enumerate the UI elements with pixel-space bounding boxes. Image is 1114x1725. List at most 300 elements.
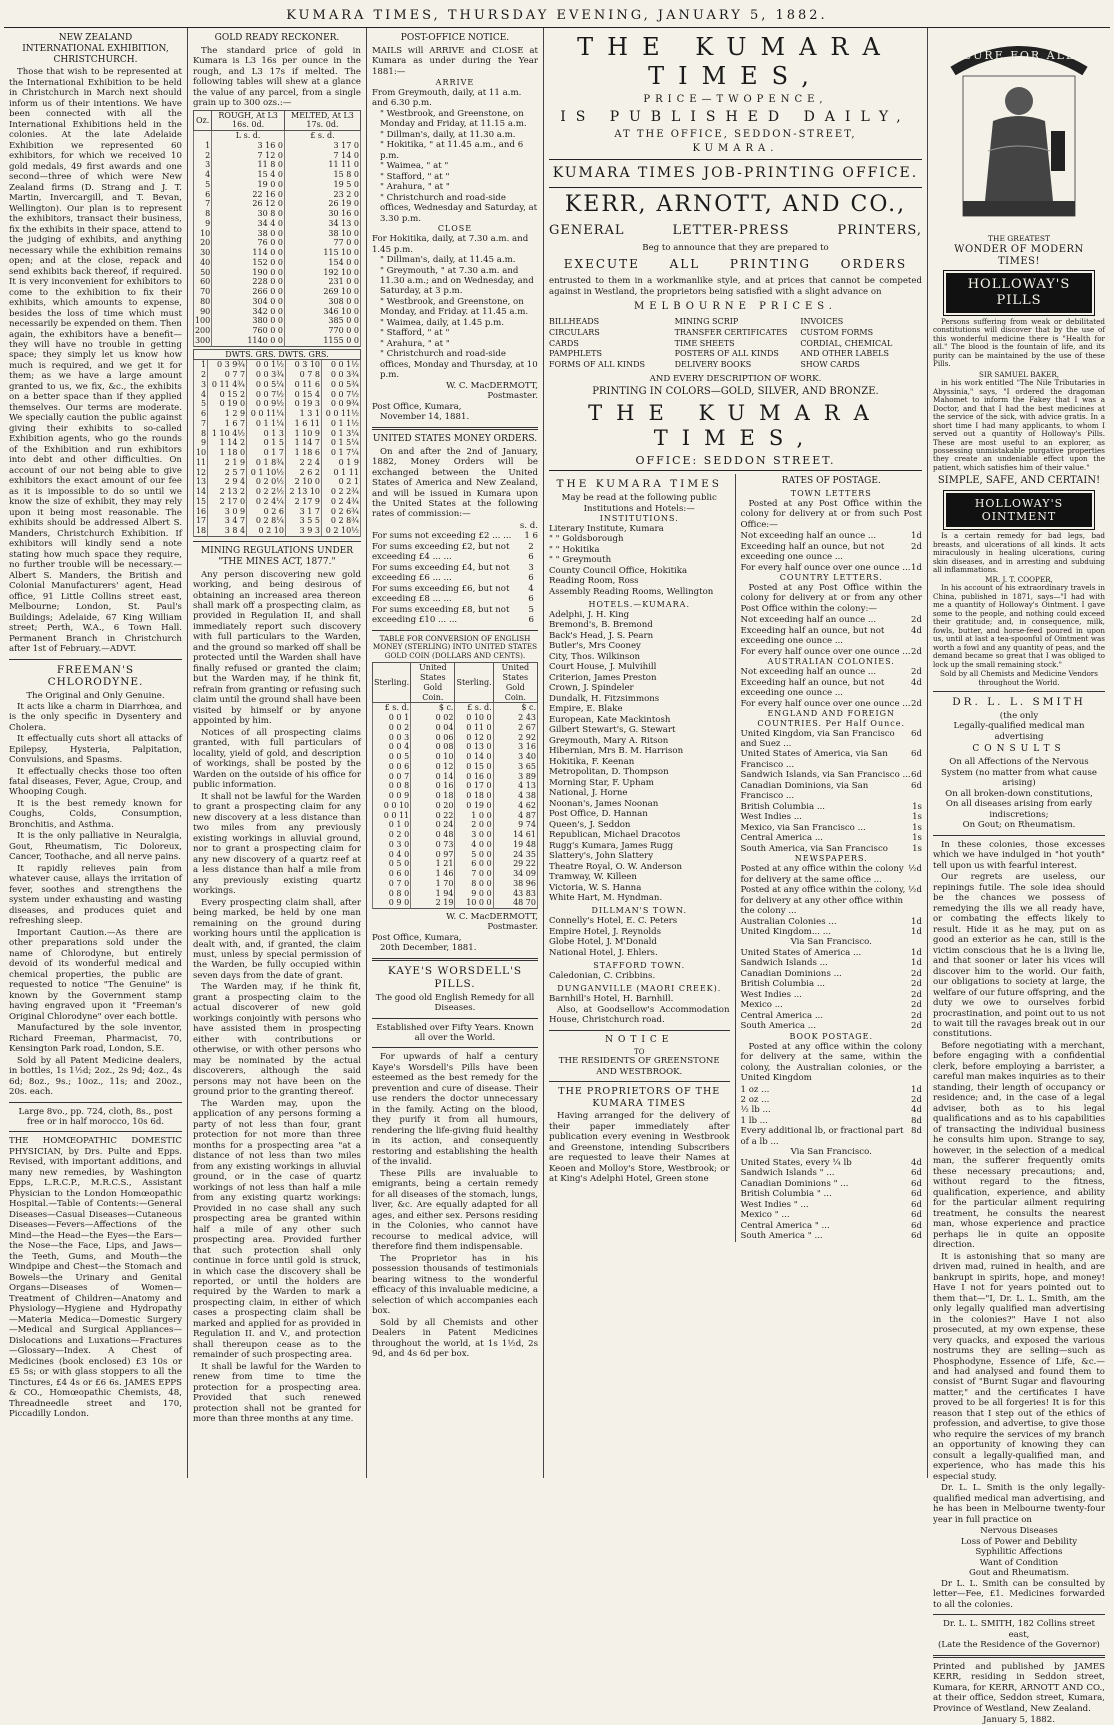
table-cell: 0 0 3 (372, 733, 410, 743)
freeman-paragraph: Important Caution.—As there are other preparations sold under the name of Chlorodyne, but entirely devoid of its wonderful medical and chemical properties, the public are requested to notice "The Genuine" is known by the Government stamp having engraved upon it "Freeman's Original Chlorodyne" over each bottle. (9, 927, 182, 1022)
table-row (372, 801, 537, 811)
table-cell: 5 0 0 (455, 850, 493, 860)
us-coin-header: United States Gold Coin. (493, 663, 537, 703)
table-cell: 30 16 0 (284, 209, 360, 219)
table-cell: 1 46 (411, 869, 455, 879)
table-row (372, 742, 537, 752)
office-line: AT THE OFFICE, SEDDON-STREET, (614, 128, 857, 140)
rate-row (741, 1158, 922, 1168)
mining-paragraph: It shall be lawful for the Warden to renew from time to time the protection for a prospecting area. Provided that such renewed protection shall not be granted for more than three months at any time. (192, 1361, 361, 1425)
town-rates (741, 531, 922, 573)
column-4-5 (544, 28, 928, 1478)
table-cell: 3 0 9 (208, 507, 247, 517)
proprietors-heading: THE PROPRIETORS OF THE KUMARA TIMES (558, 1086, 721, 1109)
rate-label: For sums exceeding £2, but not exceeding £4 ... ... (371, 541, 510, 563)
table-cell: 12 (193, 468, 207, 478)
kumara-line: KUMARA. (692, 142, 779, 154)
table-cell: 3 16 0 (212, 141, 285, 151)
job-printing-heading: KUMARA TIMES JOB-PRINTING OFFICE. (549, 159, 922, 188)
rate-row (741, 864, 922, 885)
table-cell: 0 1 1¼ (247, 419, 286, 429)
rate-row (741, 812, 922, 822)
divider (372, 958, 538, 961)
table-cell: 0 18 (411, 791, 455, 801)
service-item: CUSTOM FORMS (800, 327, 874, 337)
rate-row (741, 1021, 922, 1031)
table-cell: 760 0 0 (212, 326, 285, 336)
rate-value: 6d (911, 1199, 922, 1210)
table-cell: 0 7 0 (372, 879, 410, 889)
rate-value: 1s (912, 812, 922, 823)
smith-paragraph: Our regrets are useless, our repinings futile. The sole idea should be the chances we possess of remedying the ills we all ready have, or combating the effects likely to result. Hide it as he may, put on as good an exterior as he can, still is the victim conscious that he is a living lie, and that sooner or later his vices will discover him to the world. Our faith, our obligations to society at large, the welfare of our future offspring, and the duty we owe to ourselves forbid procrastination, and point out to us not to wait till the ravages break out in our constitutions. (932, 872, 1105, 1040)
table-cell: 0 0 5 (372, 752, 410, 762)
rate-value: 3 6 (528, 562, 534, 584)
table-cell: 1 10 9 (285, 429, 321, 439)
table-cell: 3 4 7 (208, 516, 247, 526)
table-cell: 0 0 6 (372, 762, 410, 772)
table-cell: 0 73 (411, 840, 455, 850)
eng-label: ENGLAND AND FOREIGN COUNTRIES. Per Half Ounce. (757, 709, 906, 728)
table-row (193, 180, 360, 190)
list-item: European, Kate Mackintosh (548, 714, 671, 725)
list-item: Dundalk, H. Fitzsimmons (548, 693, 660, 704)
rate-value: 1d (911, 531, 922, 542)
service-item: TIME SHEETS (674, 338, 735, 348)
table-row (193, 268, 360, 278)
rate-row (741, 1200, 922, 1210)
rate-label: Not exceeding half an ounce ... (740, 667, 877, 678)
table-cell: 0 0 7½ (322, 390, 361, 400)
rate-value: 1 6 (524, 531, 538, 542)
list-item: City, Thos. Wilkinson (548, 651, 641, 662)
po-notice-heading: POST-OFFICE NOTICE. (400, 33, 510, 43)
table-cell: 38 96 (493, 879, 537, 889)
table-cell: 0 2 2¾ (322, 487, 361, 497)
mining-paragraph: Every prospecting claim shall, after being marked, be held by one man remaining on the ground during working hours until the application is dealt with, and, if granted, the claim must, unless by special permission of the Warden, be fully occupied within seven days from the date of grant. (192, 897, 361, 981)
table-row (372, 889, 537, 899)
halves (549, 474, 922, 1242)
table-row (372, 772, 537, 782)
book-label: BOOK POSTAGE. (789, 1031, 874, 1041)
rate-row (741, 1000, 922, 1010)
table-cell: 0 10 (411, 752, 455, 762)
table-row (193, 277, 360, 287)
rate-row (741, 833, 922, 843)
rate-row (741, 958, 922, 968)
table-cell: 0 1 5 (247, 438, 286, 448)
table-cell: 1 70 (411, 879, 455, 889)
table-cell: 228 0 0 (212, 277, 285, 287)
rate-value: 1s (912, 843, 922, 854)
list-item: Tramway, W. Killeen (548, 872, 637, 883)
table-row (193, 468, 360, 478)
rate-label: West Indies ... (740, 812, 802, 823)
reading-column (549, 474, 736, 1242)
table-cell: 0 04 (411, 723, 455, 733)
rate-row (741, 667, 922, 677)
table-cell: 1 14 2 (208, 438, 247, 448)
rate-row (741, 844, 922, 854)
rate-label: British Columbia ... (740, 979, 826, 990)
table-cell: 2 0 0 (455, 820, 493, 830)
table-cell: 34 13 0 (284, 219, 360, 229)
homeo-pre: Large 8vo., pp. 724, cloth, 8s., post free or in half morocco, 10s 6d. (18, 1106, 173, 1127)
table-cell: 9 (193, 438, 207, 448)
table-cell: 3 5 5 (285, 516, 321, 526)
divider (9, 659, 182, 660)
read-sub: May be read at the following public Institutions and Hotels:— (561, 493, 717, 514)
table-cell: 7 12 0 (212, 151, 285, 161)
rate-label: Central America ... (740, 1010, 824, 1021)
rate-label: Sandwich Islands ... (740, 958, 828, 969)
sf2-label: Via San Francisco. (790, 1147, 872, 1158)
nz-exhibition-body: Those that wish to be represented at the International Exhibition to be held in Christchurch in March next should inform us of their intentions. We have been connected with all the International Exhibitions held in the colonies. At the late Adelaide Exhibition we represented 60 exhibitors, for which we received 10 gold medals, 49 first awards and one second—three of which were New Zealand firms (D. Strang and J. T. Martin, Invercargill, and T. Bevan, Wellington). Our plan is to represent the exhibitors, transact their business, fix the exhibits in their space, attend to the judging of exhibits, and anything necessary while the exhibition remains open; and at the close, repack and send exhibits back thereof, if required. It is very inconvenient for exhibitors to come to the exhibition to fix their exhibits, which amounts to expense, besides the loss of time which must necessarily be expended on them. Then again, the exhibitors have a benefit—they will have no trouble in getting space; they simply let us know how much is required, and we get it for them; as we have a large amount granted to us, we fix, &c., the exhibits on a better space than if they applied themselves. Our terms are moderate. We specially caution the public against giving their exhibits to so-called Exhibition agents, who go the rounds of the Exhibition and run exhibitors into debt and other difficulties. On account of our not being able to give exhibitors the exact amount of our fee as it is impossible to do so until we know the size of exhibit, they may rely upon it being most reasonable. The exhibits should be addressed Albert S. Manders, Christchurch Exhibition. If exhibitors will kindly send a note stating how much space they require, no further trouble will be necessary.—Albert S. Manders, the British and Colonial Manufacturers' agent, Head office, 91 Little Collins street east, Melbourne; London, St. Paul's Buildings; Adelaide, 67 King William street; Perth, W.A., 6 Town Hall. Permanent Branch in Christchurch after 1st of February.—ADVT. (9, 67, 182, 655)
rate-value: 2d (911, 1000, 922, 1011)
close-label: CLOSE (437, 224, 473, 234)
table-cell: 0 0 5¾ (322, 380, 361, 390)
rate-value: 6d (911, 1231, 922, 1242)
rate-value: 4d (911, 677, 922, 688)
table-cell: 1 6 11 (285, 419, 321, 429)
table-cell: 15 4 0 (212, 170, 285, 180)
table-cell: 80 (193, 297, 211, 307)
rate-row (741, 626, 922, 647)
table-cell: 24 35 (493, 850, 537, 860)
general-printers-line: GENERAL LETTER-PRESS PRINTERS, (548, 223, 922, 239)
service-item: MINING SCRIP (674, 317, 739, 327)
smith-paragraph: Before negotiating with a merchant, before engaging with a confidential clerk, before employing a barrister, a careful man makes inquiries as to their standing, their length of occupancy or residence; and, in the case of a legal adviser, both as to his legal qualifications and as to his capabilities of transacting the individual business he consults him upon. Strange to say, however, in the selection of a medical man, the sufferer frequently omits these necessary precautions; and, without regard to the fitness, qualification, experience, and ability for the particular ailment requiring treatment, he consults the nearest man, whose experience and practice perhaps lie in quite an opposite direction. (932, 1040, 1105, 1251)
town-intro: Posted at any Post Office within the colony for delivery at or from such Post Office:— (740, 498, 922, 530)
table-cell: 3 1 7 (285, 507, 321, 517)
table-row (372, 713, 537, 723)
table-cell: 23 2 0 (284, 190, 360, 200)
every-description: AND EVERY DESCRIPTION OF WORK. (649, 373, 822, 384)
table-cell: 1 18 0 (208, 448, 247, 458)
table-cell: 0 15 0 (455, 762, 493, 772)
rate-label: For sums exceeding £6, but not exceeding £8 ... ... (371, 583, 510, 605)
us-intro: On and after the 2nd of January, 1882, Money Orders will be exchanged between the United States of America and New Zealand, and will be issued in Kumara upon the United States at the following rates of commission:— (371, 446, 538, 520)
list-item: Hokitika, F. Keenan (548, 756, 635, 767)
notice-to: TO (634, 1047, 645, 1056)
po-signature-title: Postmaster. (487, 391, 538, 402)
smith-c3: On all diseases arising from early indiscretions; (945, 799, 1093, 820)
table-cell: 0 13 0 (455, 742, 493, 752)
po-intro: MAILS will ARRIVE and CLOSE at Kumara as under during the Year 1881:— (371, 45, 538, 77)
unit-label: £ s. d. (455, 703, 493, 713)
table-row (193, 307, 360, 317)
reckoner-intro: The standard price of gold in Kumara is L3 16s per ounce in the rough, and L3 17s if melted. The following tables will shew at a glance the value of any parcel, from a single grain up to 300 ozs.:— (192, 45, 361, 109)
list-item: " Westbrook, and Greenstone, on Monday, and Friday. at 11.45 a.m. (379, 296, 529, 318)
oz-header: Oz. (193, 110, 211, 131)
rate-value: 1d (911, 926, 922, 937)
list-item: Reading Room, Ross (548, 576, 639, 587)
service-item: DELIVERY BOOKS (674, 360, 752, 370)
table-cell: 0 16 0 (455, 772, 493, 782)
table-cell: 8 0 0 (455, 879, 493, 889)
table-cell: 2 19 (411, 898, 455, 908)
sf-rates (741, 948, 922, 1032)
table-cell: 1 94 (411, 889, 455, 899)
melted-units: £ s. d. (284, 131, 360, 141)
table-cell: 342 0 0 (212, 307, 285, 317)
smith-heading: DR. L. L. SMITH (952, 696, 1086, 709)
notice-heading: NOTICE (605, 1034, 674, 1045)
table-cell: 0 24 (411, 820, 455, 830)
rate-value: 2d (911, 968, 922, 979)
table-cell: 0 1 5¼ (322, 438, 361, 448)
table-cell: 100 (194, 316, 211, 326)
dung-label: DUNGANVILLE (MAORI CREEK). (557, 984, 722, 994)
table-cell: 0 1 9 (322, 458, 361, 468)
table-row (372, 811, 537, 821)
table-cell: 300 (194, 335, 211, 345)
table-cell: 4 38 (493, 791, 537, 801)
table-cell: 2 (193, 151, 211, 161)
rough-header: ROUGH, At L3 16s. 0d. (212, 110, 285, 131)
cooper-name: MR. J. T. COOPER, (985, 574, 1053, 584)
conversion-heading: TABLE FOR CONVERSION OF ENGLISH MONEY (STERLING) INTO UNITED STATES GOLD COIN (DOLLARS AND CENTS). (372, 633, 538, 660)
list-item: Metropolitan, D. Thompson (548, 767, 669, 778)
paper-title: THE KUMARA TIMES, (577, 33, 894, 91)
smith-list (933, 1526, 1105, 1578)
table-cell: 60 (193, 277, 211, 287)
table-cell: 1155 0 0 (284, 336, 360, 346)
list-item: " " Hokitika (548, 544, 600, 555)
rate-value: 1d (911, 1084, 922, 1095)
table-row (193, 229, 360, 239)
rate-label: 1 oz ... (740, 1084, 770, 1095)
table-row (193, 326, 360, 336)
table-cell: 3 65 (493, 762, 537, 772)
table-row (193, 209, 360, 219)
us-sd-label: s. d. (519, 520, 538, 531)
table-cell: 0 0 11¼ (247, 409, 286, 419)
rate-label: 2 oz ... (740, 1095, 770, 1105)
smith-only: (the only (999, 710, 1039, 721)
table-cell: 0 4 0 (372, 850, 410, 860)
rate-label: For sums exceeding £8, but not exceeding £10 ... ... (371, 604, 510, 626)
rate-label: Australian Colonies ... (740, 916, 837, 927)
table-cell: 3 8 4 (208, 526, 247, 536)
table-cell: 20 (193, 238, 211, 248)
rate-value: 6d (911, 749, 922, 760)
service-item: SHOW CARDS (800, 360, 860, 370)
table-cell: 0 15 4 (285, 390, 321, 400)
freeman-heading: FREEMAN'S CHLORODYNE. (47, 663, 144, 689)
divider (372, 1047, 538, 1048)
table-cell: 3 9 3 (285, 526, 321, 536)
rate-row (741, 542, 922, 563)
table-row (193, 487, 360, 497)
rate-label: Posted at any office within the colony for delivery at the same office ... (740, 864, 904, 885)
smith-address-2: (Late the Residence of the Governor) (938, 1640, 1100, 1651)
table-row (193, 458, 360, 468)
columns (4, 28, 1110, 1725)
dillman-label: DILLMAN'S TOWN. (591, 906, 688, 916)
smith-paragraph: In these colonies, those excesses which we have indulged in "hot youth" tell upon us with fearful interest. (932, 839, 1105, 871)
table-cell: 2 13 2 (208, 487, 247, 497)
table-cell: 1140 0 0 (212, 336, 285, 346)
table-cell: 0 14 0 (455, 752, 493, 762)
sf-label: Via San Francisco. (790, 937, 872, 948)
table-cell: 30 (193, 248, 211, 258)
stafford-item: Caledonian, C. Cribbins. (548, 970, 656, 981)
table-cell: 0 0 7½ (247, 390, 286, 400)
wonder: WONDER OF MODERN TIMES! (954, 243, 1084, 267)
us-signature-title: Postmaster. (487, 922, 538, 933)
rate-value: 2d (911, 989, 922, 1000)
rate-value: 2d (911, 1021, 922, 1032)
notice-and: AND WESTBROOK. (596, 1066, 683, 1077)
unit-label: $ c. (493, 703, 537, 713)
reckoner-dwt-table (193, 349, 361, 537)
rate-label: British Columbia " ... (740, 1189, 832, 1200)
table-cell: 4 62 (493, 801, 537, 811)
table-cell: 43 83 (493, 889, 537, 899)
table-cell: 3 (193, 160, 211, 170)
masthead: KUMARA TIMES, THURSDAY EVENING, JANUARY 5, 1882. (4, 6, 1110, 28)
rate-label: Canadian Dominions " ... (740, 1178, 849, 1189)
po-place: Post Office, Kumara, (371, 401, 462, 412)
kaye-sub: The good old English Remedy for all Diseases. (375, 992, 535, 1014)
list-item: Theatre Royal, O. W. Anderson (548, 861, 683, 872)
table-cell: 0 19 3 (285, 399, 321, 409)
rate-row (741, 1189, 922, 1199)
hotels-label: HOTELS.—KUMARA. (588, 600, 690, 610)
po-date: November 14, 1881. (379, 412, 470, 423)
table-cell: 40 (193, 258, 211, 268)
list-item (372, 605, 538, 626)
rate-label: Exceeding half an ounce, but not exceeding one ounce ... (740, 677, 885, 699)
rate-label: United States of America ... (740, 947, 862, 958)
table-cell: 0 2 0½ (247, 477, 286, 487)
table-row (372, 840, 537, 850)
list-item: Slattery's, John Slattery (548, 851, 654, 862)
table-cell: 308 0 0 (284, 297, 360, 307)
table-row (193, 199, 360, 209)
list-item (372, 584, 538, 605)
table-cell: 1 6 7 (208, 419, 247, 429)
list-item: Crown, J. Spindeler (548, 683, 634, 694)
freeman-paragraph: It is the best remedy known for Coughs, Colds, Consumption, Bronchitis, and Asthma. (9, 798, 182, 830)
list-item: White Hart, M. Hyndman. (548, 892, 663, 903)
table-cell: 38 0 0 (212, 229, 285, 239)
list-item: Noonan's, James Noonan (548, 798, 659, 809)
table-cell: 15 (193, 497, 207, 507)
table-cell: 15 8 0 (284, 170, 360, 180)
cooper-text: In his account of his extraordinary travels in China, published in 1871, says—"I had with me a quantity of Holloway's Ointment. I gave some to the people, and nothing could exceed their gratitude; and, in consequence, milk, fowls, butter, and horse-feed poured in upon us, until at last a tea-spoonful of Ointment was worth a fowl and any quantity of peas, and the demand became so great that I was obliged to lock up the small remaining stock." (932, 583, 1105, 669)
rate-value: 2d (911, 541, 922, 552)
table-cell: 0 22 (411, 811, 455, 821)
table-row (372, 733, 537, 743)
table-cell: 7 14 0 (284, 151, 360, 161)
dwt-table-body (193, 360, 360, 537)
table-cell: 0 0 7 (372, 772, 410, 782)
sold-text: Sold by all Chemists and Medicine Vendors throughout the World. (940, 669, 1098, 687)
table-cell: 0 0 4 (372, 742, 410, 752)
table-cell: 1 21 (411, 859, 455, 869)
country-rates (741, 615, 922, 657)
service-item: AND OTHER LABELS (800, 349, 889, 359)
institutions-list (549, 524, 730, 597)
arrive-list (372, 88, 538, 224)
table-cell: 8 (193, 209, 211, 219)
table-cell: 1 18 6 (285, 448, 321, 458)
freeman-subheading: The Original and Only Genuine. (26, 691, 165, 702)
table-cell: 1 3 1 (285, 409, 321, 419)
hotels-list (549, 610, 730, 904)
service-item: PAMPHLETS (548, 349, 602, 359)
table-row (193, 219, 360, 229)
table-cell: 0 11 0 (455, 723, 493, 733)
table-row (372, 791, 537, 801)
country-intro: Posted at any Post Office within the colony for delivery at or from any other Post Office within the colony:— (740, 582, 922, 614)
table-row (372, 830, 537, 840)
nz-exhibition-heading: NEW ZEALAND INTERNATIONAL EXHIBITION, CHRISTCHURCH. (22, 33, 169, 65)
list-item: For Hokitika, daily, at 7.30 a.m. and 1.45 p.m. (371, 234, 529, 255)
rate-label: West Indies " ... (740, 1199, 809, 1210)
rate-label: Canadian Dominions ... (740, 968, 842, 979)
rate-label: 1 lb ... (740, 1115, 768, 1126)
rate-label: South America ... (740, 1021, 816, 1032)
table-cell: 0 2 1 (322, 477, 361, 487)
footer-date: January 5, 1882. (982, 1715, 1055, 1725)
news-label: NEWSPAPERS. (794, 854, 868, 864)
rate-row (741, 699, 922, 709)
list-item: " " Greymouth (548, 555, 612, 566)
table-cell: 0 0 9¾ (322, 399, 361, 409)
rate-row (741, 729, 922, 750)
rate-label: West Indies ... (740, 989, 802, 1000)
table-row (193, 141, 360, 151)
table-cell: 0 6 0 (372, 869, 410, 879)
table-cell: 10 (193, 229, 211, 239)
list-item: Loss of Power and Debility (960, 1536, 1078, 1547)
rate-label: For sums exceeding £4, but not exceeding £6 ... ... (371, 562, 510, 584)
table-cell: 0 2 6¾ (322, 507, 361, 517)
table-cell: 90 (193, 307, 211, 317)
rate-value: 1s (912, 822, 922, 833)
list-item: " Waimea, " at " (379, 161, 449, 172)
rate-row (741, 1231, 922, 1241)
table-cell: 0 14 (411, 772, 455, 782)
rate-label: Sandwich Islands, via San Francisco ... (740, 770, 911, 781)
rate-value: 6d (911, 1220, 922, 1231)
list-item: Assembly Reading Rooms, Wellington (548, 586, 714, 597)
table-cell: 0 2 6 (247, 507, 286, 517)
rough-units: L s. d. (212, 131, 285, 141)
table-cell: 0 10 0 (455, 713, 493, 723)
price-line: PRICE—TWOPENCE, (643, 93, 828, 105)
table-cell: 1 2 9 (208, 409, 247, 419)
table-cell: 1 14 7 (285, 438, 321, 448)
table-cell: 0 18 0 (455, 791, 493, 801)
smith-paragraph: Dr L. L. Smith can be consulted by letter—Fee, £1. Medicines forwarded to all the colonies. (932, 1578, 1105, 1610)
table-cell: 70 (193, 287, 211, 297)
service-item: CIRCULARS (548, 327, 600, 337)
table-cell: 6 (193, 190, 211, 200)
rate-row (741, 917, 922, 927)
column-1 (4, 28, 188, 1478)
list-item: Republican, Michael Dracotos (548, 830, 681, 841)
rate-row (741, 1116, 922, 1126)
list-item: " Dillman's, daily, at 11.45 a.m. (379, 255, 516, 266)
smith-paragraph: Dr. L. L. Smith is the only legally-qualified medical man advertising, and he has been in Melbourne twenty-four year in full practice on (932, 1483, 1105, 1525)
table-row (193, 336, 360, 346)
execute-line: EXECUTE ALL PRINTING ORDERS (563, 257, 908, 272)
us-rates-list (372, 531, 538, 625)
table-cell: 115 10 0 (284, 248, 360, 258)
